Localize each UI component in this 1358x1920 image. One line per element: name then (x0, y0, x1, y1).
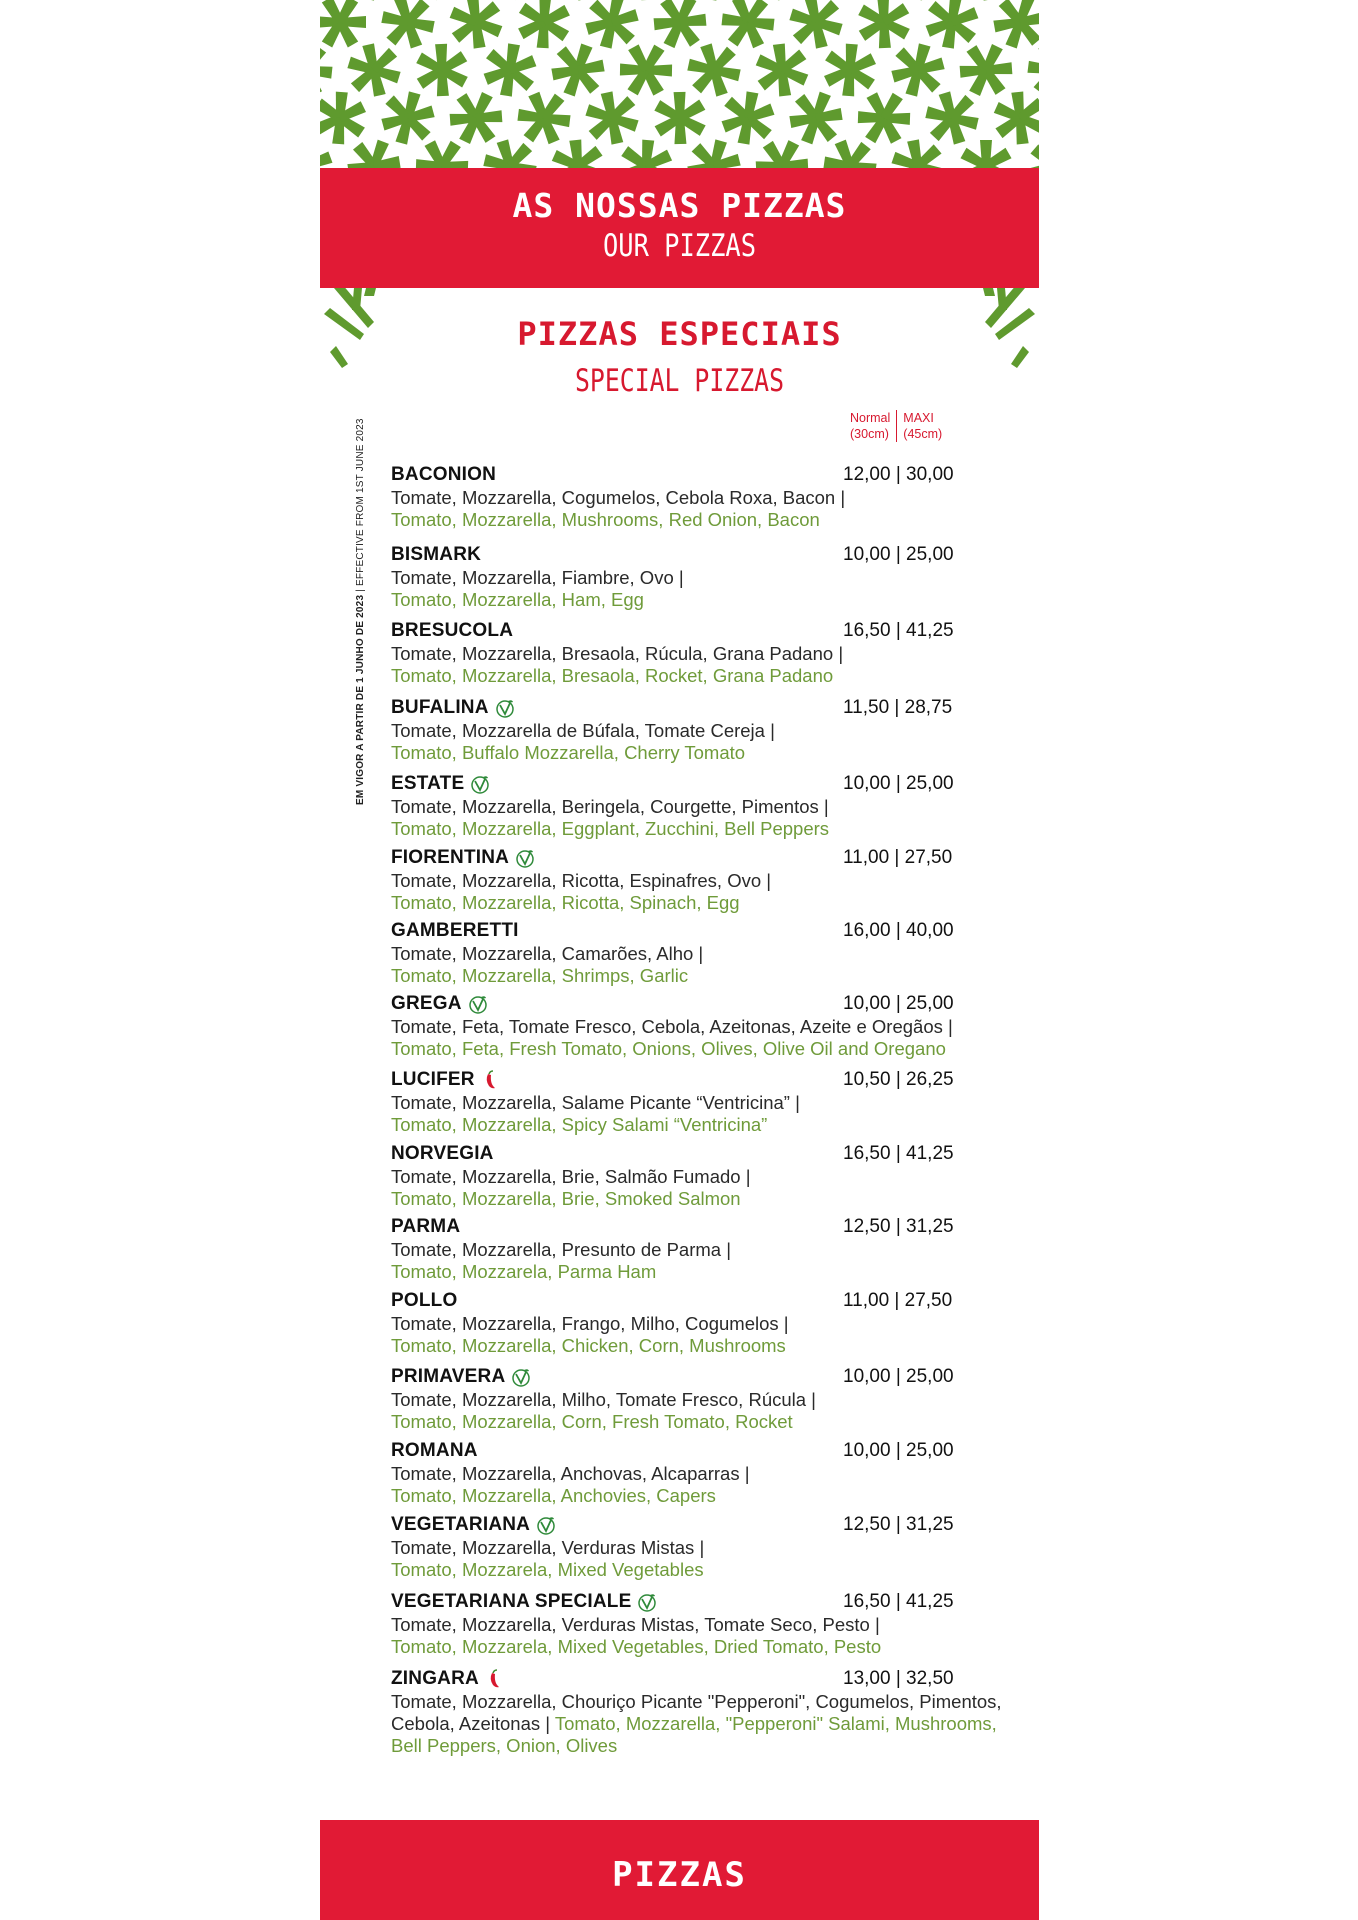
pizza-name-wrap (391, 1143, 494, 1165)
ingredients-en: Tomato, Mozzarella, Brie, Smoked Salmon (391, 1188, 741, 1209)
pizza-name-wrap (391, 620, 513, 642)
header-title-pt: AS NOSSAS PIZZAS (512, 186, 847, 225)
menu-item (391, 993, 1011, 1060)
pizza-description (391, 870, 1011, 914)
chili-icon (481, 1070, 499, 1090)
pizza-name-wrap (391, 993, 488, 1015)
pizza-name-wrap (391, 697, 515, 719)
menu-item (391, 544, 1011, 611)
pizza-name: VEGETARIANA (391, 1514, 531, 1535)
ingredients-en: Tomato, Mozzarella, Ricotta, Spinach, Egg (391, 892, 740, 913)
pizza-description (391, 943, 1011, 987)
pizza-description (391, 487, 1011, 531)
ingredients-en: Tomato, Feta, Fresh Tomato, Onions, Olives, Olive Oil and Oregano (391, 1038, 946, 1059)
size-legend (850, 410, 948, 442)
ingredients-en: Tomato, Mozzarella, Spicy Salami “Ventricina” (391, 1114, 768, 1135)
pizza-name: BISMARK (391, 544, 482, 565)
pizza-price: 16,50 | 41,25 (843, 1143, 954, 1164)
pizza-description (391, 1166, 1011, 1210)
ingredients-en: Tomato, Mozzarella, Shrimps, Garlic (391, 965, 689, 986)
ingredients-pt: Tomate, Mozzarella, Frango, Milho, Cogumelos | (391, 1313, 789, 1334)
pizza-price: 11,00 | 27,50 (843, 1290, 953, 1311)
menu-item (391, 1216, 1011, 1283)
ingredients-en: Tomato, Mozzarella, Eggplant, Zucchini, Bell Peppers (391, 818, 830, 839)
menu-item (391, 1366, 1011, 1433)
pizza-name-wrap (391, 544, 481, 566)
pizza-description (391, 1614, 1011, 1658)
validity-pt: EM VIGOR A PARTIR DE 1 JUNHO DE 2023 (355, 594, 366, 805)
pizza-price: 12,50 | 31,25 (843, 1514, 954, 1535)
ingredients-en: Tomato, Mozzarella, Corn, Fresh Tomato, Rocket (391, 1411, 793, 1432)
ingredients-pt: Tomate, Mozzarella, Fiambre, Ovo | (391, 567, 684, 588)
pizza-name-wrap (391, 1514, 556, 1536)
pizza-name: ESTATE (391, 773, 465, 794)
vegetarian-icon (511, 1367, 531, 1387)
menu-item (391, 773, 1011, 840)
menu-item (391, 1668, 1011, 1757)
size-maxi (897, 410, 948, 442)
green-star-pattern (320, 0, 1039, 168)
menu-item (391, 697, 1011, 764)
pizza-name-wrap (391, 920, 519, 942)
pizza-price: 12,00 | 30,00 (843, 464, 954, 485)
pizza-description (391, 1016, 1011, 1060)
pizza-name: ZINGARA (391, 1668, 479, 1689)
pizza-description (391, 1463, 1011, 1507)
pizza-name: POLLO (391, 1290, 458, 1311)
chili-icon (485, 1669, 503, 1689)
pizza-description (391, 643, 1011, 687)
ingredients-en: Tomato, Mozzarella, "Pepperoni" Salami, Mushrooms, Bell Peppers, Onion, Olives (391, 1713, 997, 1756)
pizza-description (391, 1239, 1011, 1283)
menu-item (391, 1440, 1011, 1507)
menu-item (391, 464, 1011, 531)
pizza-price: 16,50 | 41,25 (843, 620, 954, 641)
size-maxi-cm: (45cm) (903, 427, 943, 441)
pizza-name: NORVEGIA (391, 1143, 494, 1164)
section-heading (320, 315, 1039, 399)
ingredients-pt: Tomate, Mozzarella, Beringela, Courgette, Pimentos | (391, 796, 829, 817)
pizza-description (391, 567, 1011, 611)
validity-en: EFFECTIVE FROM 1ST JUNE 2023 (355, 418, 366, 587)
pizza-name: VEGETARIANA SPECIALE (391, 1591, 632, 1612)
pizza-price: 12,50 | 31,25 (843, 1216, 954, 1237)
section-title-en: SPECIAL PIZZAS (574, 363, 785, 399)
pizza-description (391, 1691, 1011, 1757)
section-title-pt: PIZZAS ESPECIAIS (517, 315, 842, 353)
pizza-name-wrap (391, 1440, 478, 1462)
pizza-name-wrap (391, 1290, 457, 1312)
pizza-price: 10,00 | 25,00 (843, 993, 954, 1014)
ingredients-pt: Tomate, Mozzarella, Salame Picante “Ventricina” | (391, 1092, 800, 1113)
pizza-description (391, 720, 1011, 764)
pizza-price: 11,00 | 27,50 (843, 847, 953, 868)
pizza-price: 10,00 | 25,00 (843, 773, 954, 794)
size-normal (850, 410, 897, 442)
pizza-name-wrap (391, 847, 535, 869)
ingredients-en: Tomato, Mozzarela, Parma Ham (391, 1261, 657, 1282)
ingredients-pt: Tomate, Mozzarella, Presunto de Parma | (391, 1239, 732, 1260)
pizza-name: ROMANA (391, 1440, 478, 1461)
menu-item (391, 1143, 1011, 1210)
pizza-name: BACONION (391, 464, 497, 485)
ingredients-pt: Tomate, Mozzarella, Verduras Mistas | (391, 1537, 705, 1558)
pizza-name-wrap (391, 773, 490, 795)
ingredients-en: Tomato, Mozzarella, Chicken, Corn, Mushrooms (391, 1335, 786, 1356)
footer-banner (320, 1820, 1039, 1920)
menu-item (391, 847, 1011, 914)
ingredients-en: Tomato, Mozzarella, Bresaola, Rocket, Grana Padano (391, 665, 834, 686)
menu-item (391, 920, 1011, 987)
vegetarian-icon (536, 1515, 556, 1535)
menu-item (391, 1591, 1011, 1658)
pizza-name-wrap (391, 1591, 657, 1613)
pizza-name-wrap (391, 464, 496, 486)
pizza-price: 10,00 | 25,00 (843, 1440, 954, 1461)
pizza-name-wrap (391, 1668, 503, 1690)
pizza-price: 10,00 | 25,00 (843, 1366, 954, 1387)
ingredients-en: Tomato, Mozzarela, Mixed Vegetables (391, 1559, 704, 1580)
menu-item (391, 1514, 1011, 1581)
pizza-name: GAMBERETTI (391, 920, 519, 941)
ingredients-en: Tomato, Buffalo Mozzarella, Cherry Tomato (391, 742, 746, 763)
pizza-price: 11,50 | 28,75 (843, 697, 953, 718)
pizza-price: 16,50 | 41,25 (843, 1591, 954, 1612)
pizza-price: 13,00 | 32,50 (843, 1668, 954, 1689)
pizza-name-wrap (391, 1069, 499, 1091)
vegetarian-icon (637, 1592, 657, 1612)
pizza-name: PRIMAVERA (391, 1366, 506, 1387)
ingredients-pt: Tomate, Mozzarella, Chouriço Picante "Pepperoni", Cogumelos, Pimentos, Cebola, Azeitonas | (391, 1691, 1002, 1734)
vegetarian-icon (495, 698, 515, 718)
pizza-description (391, 1313, 1011, 1357)
ingredients-pt: Tomate, Mozzarella, Bresaola, Rúcula, Grana Padano | (391, 643, 844, 664)
menu-item (391, 620, 1011, 687)
size-normal-cm: (30cm) (850, 427, 889, 441)
pizza-description (391, 1537, 1011, 1581)
vegetarian-icon (468, 994, 488, 1014)
ingredients-en: Tomato, Mozzarella, Anchovies, Capers (391, 1485, 716, 1506)
header-banner (320, 168, 1039, 288)
ingredients-pt: Tomate, Mozzarella de Búfala, Tomate Cereja | (391, 720, 775, 741)
ingredients-pt: Tomate, Mozzarella, Camarões, Alho | (391, 943, 704, 964)
pizza-description (391, 1389, 1011, 1433)
header-title-en: OUR PIZZAS (602, 228, 757, 264)
pizza-name: GREGA (391, 993, 462, 1014)
pizza-name: PARMA (391, 1216, 461, 1237)
ingredients-en: Tomato, Mozzarella, Ham, Egg (391, 589, 644, 610)
size-maxi-label: MAXI (903, 411, 934, 425)
ingredients-pt: Tomate, Mozzarella, Anchovas, Alcaparras | (391, 1463, 750, 1484)
menu-item (391, 1290, 1011, 1357)
ingredients-en: Tomato, Mozzarela, Mixed Vegetables, Dried Tomato, Pesto (391, 1636, 882, 1657)
pizza-name: BRESUCOLA (391, 620, 514, 641)
ingredients-pt: Tomate, Mozzarella, Brie, Salmão Fumado | (391, 1166, 751, 1187)
pizza-description (391, 1092, 1011, 1136)
footer-label: PIZZAS (612, 1855, 747, 1895)
size-normal-label: Normal (850, 411, 891, 425)
validity-note: EM VIGOR A PARTIR DE 1 JUNHO DE 2023 | EFFECTIVE FROM 1ST JUNE 2023 (355, 418, 366, 805)
pizza-name: BUFALINA (391, 697, 489, 718)
pizza-description (391, 796, 1011, 840)
vegetarian-icon (515, 848, 535, 868)
ingredients-pt: Tomate, Mozzarella, Verduras Mistas, Tomate Seco, Pesto | (391, 1614, 880, 1635)
ingredients-en: Tomato, Mozzarella, Mushrooms, Red Onion, Bacon (391, 509, 820, 530)
ingredients-pt: Tomate, Feta, Tomate Fresco, Cebola, Azeitonas, Azeite e Oregãos | (391, 1016, 953, 1037)
pizza-name: FIORENTINA (391, 847, 510, 868)
ingredients-pt: Tomate, Mozzarella, Cogumelos, Cebola Roxa, Bacon | (391, 487, 846, 508)
pizza-name-wrap (391, 1366, 531, 1388)
ingredients-pt: Tomate, Mozzarella, Milho, Tomate Fresco, Rúcula | (391, 1389, 816, 1410)
pizza-price: 10,50 | 26,25 (843, 1069, 954, 1090)
pizza-name: LUCIFER (391, 1069, 475, 1090)
ingredients-pt: Tomate, Mozzarella, Ricotta, Espinafres, Ovo | (391, 870, 772, 891)
pizza-price: 10,00 | 25,00 (843, 544, 954, 565)
menu-item (391, 1069, 1011, 1136)
pizza-price: 16,00 | 40,00 (843, 920, 954, 941)
pizza-name-wrap (391, 1216, 460, 1238)
vegetarian-icon (470, 774, 490, 794)
